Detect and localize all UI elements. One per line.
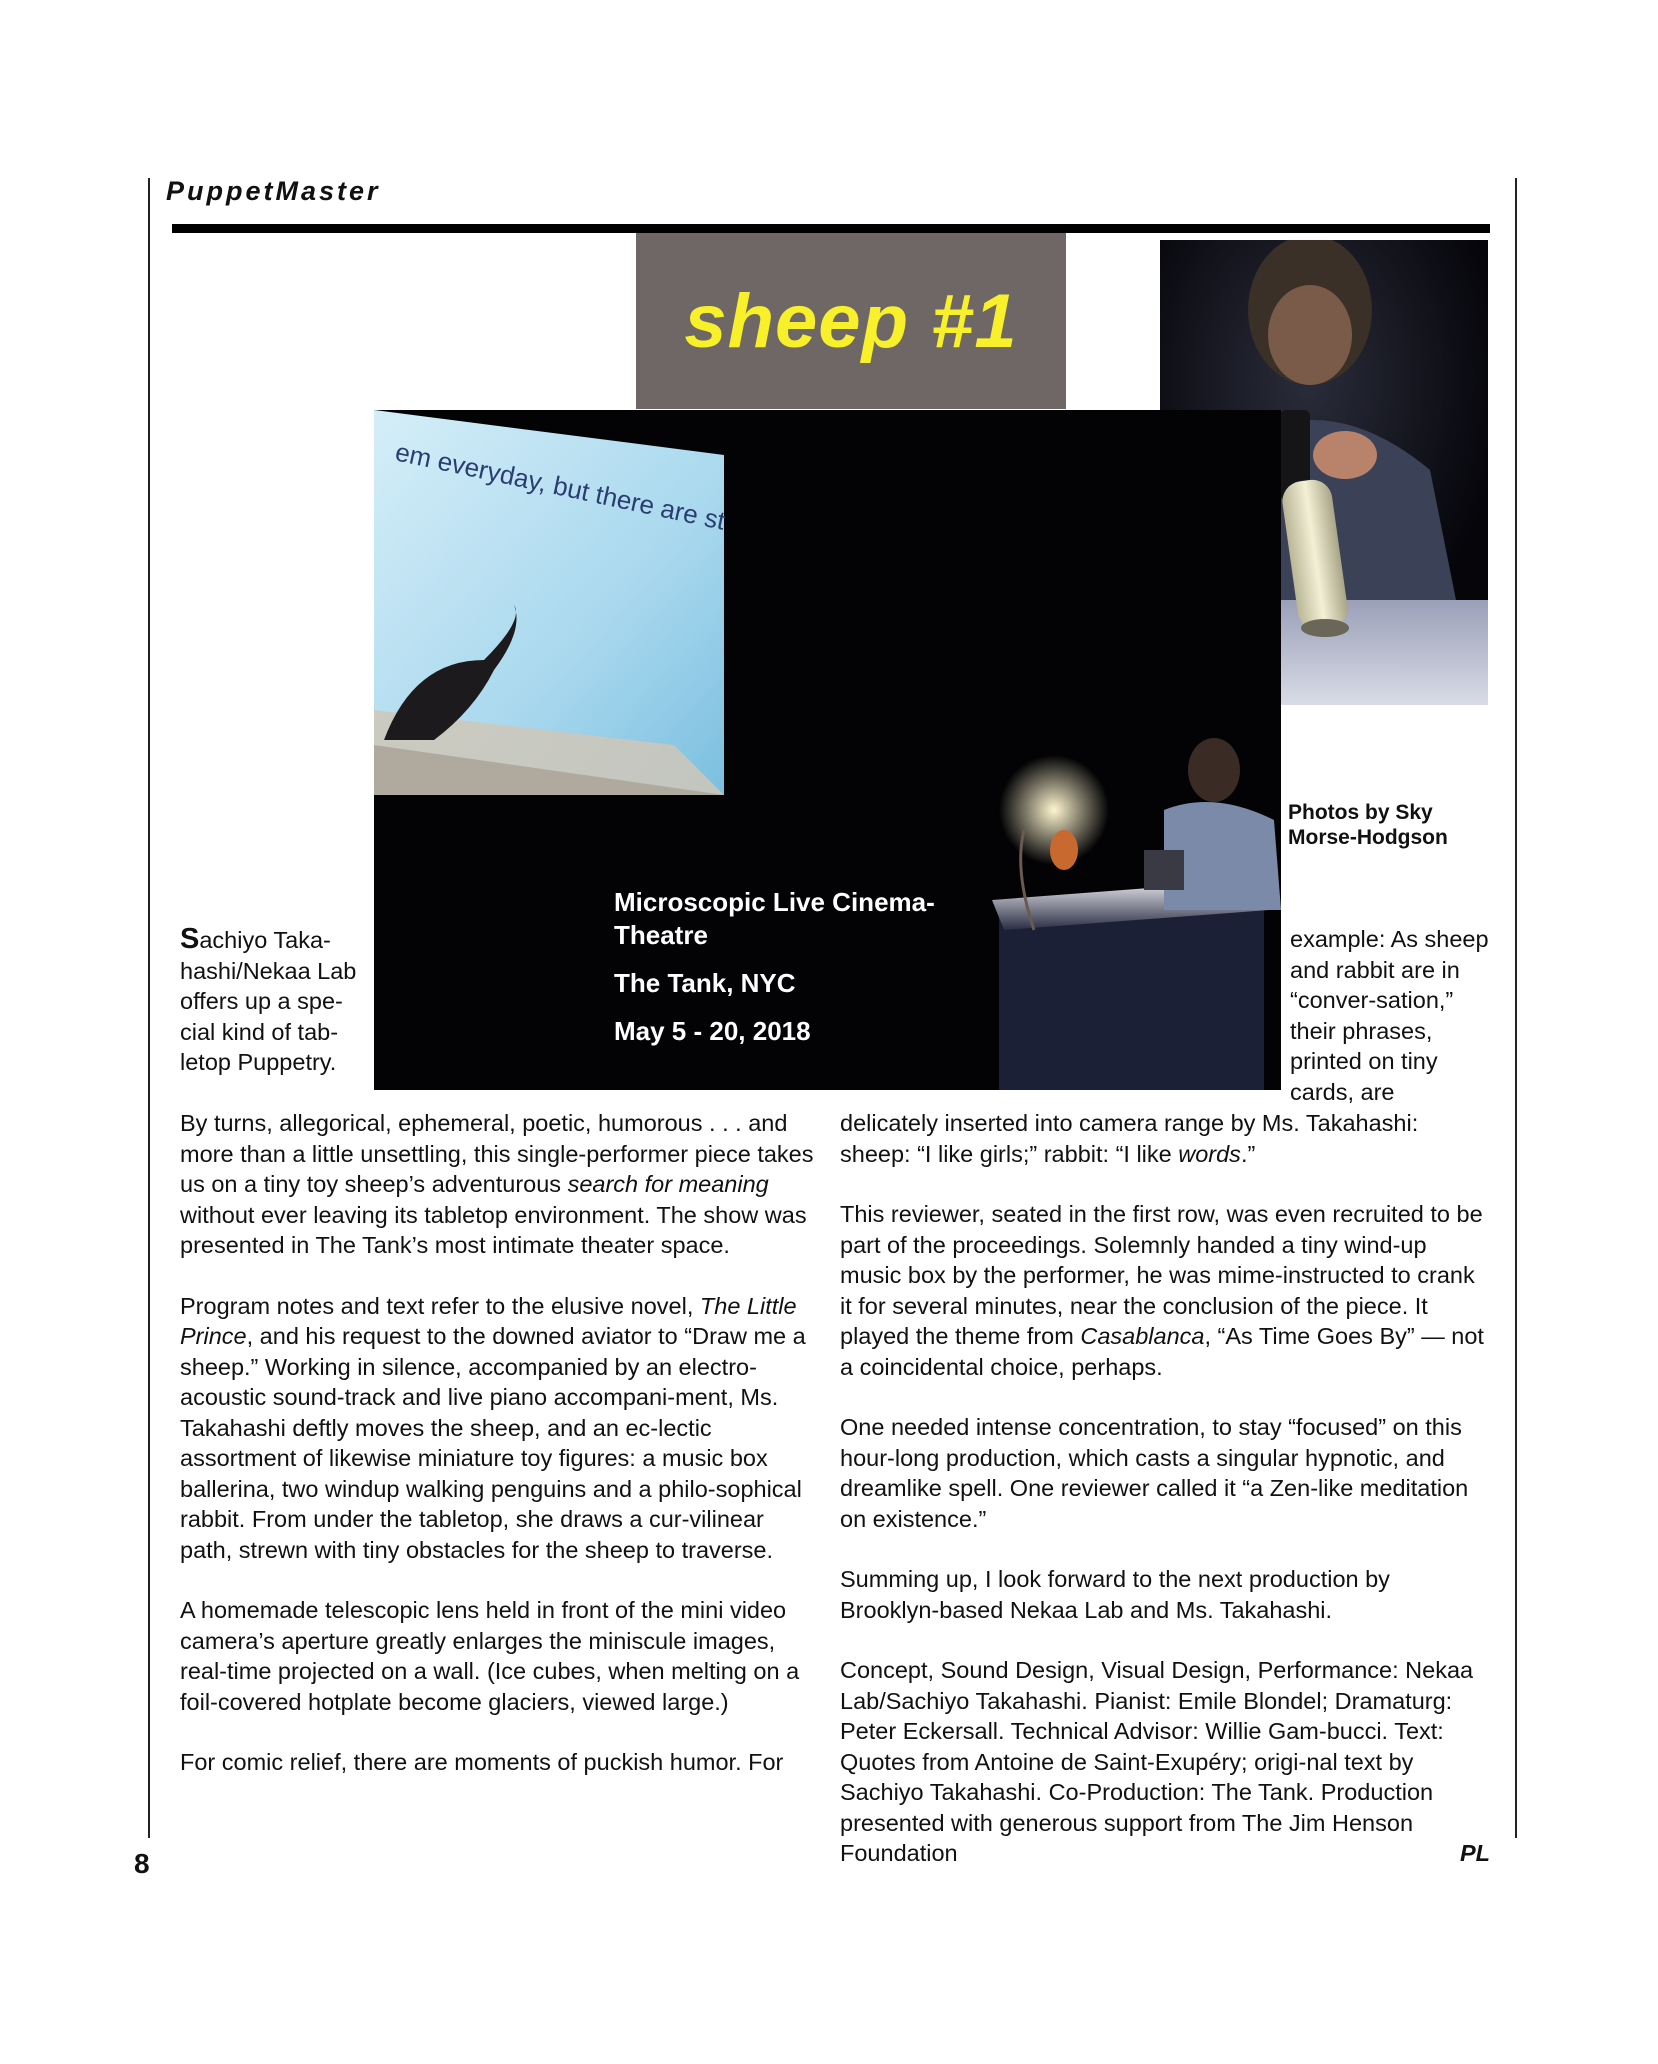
drop-cap: S <box>180 923 200 955</box>
right-paragraph-3: One needed intense concentration, to stay “focused” on this hour-long production, which casts a singular hypnotic, and dreamlike spell. One reviewer called it “a Zen-like meditation on existence.” <box>840 1414 1469 1532</box>
left-paragraph-4: For comic relief, there are moments of puckish humor. For <box>180 1749 784 1775</box>
page-number: 8 <box>134 1848 150 1879</box>
masthead: PuppetMaster <box>166 176 381 206</box>
right-column <box>840 1108 1490 1869</box>
right-margin-rule <box>1515 178 1517 1838</box>
author-signoff: PL <box>1459 1840 1490 1866</box>
photo-credit-line-1: Photos by Sky <box>1288 801 1433 824</box>
right-paragraph-2: This reviewer, seated in the first row, was even recruited to be part of the proceedings. Solemnly handed a tiny wind-up music box by the performer, he was mime-instructed to crank it for several minutes, near the conclusion of the piece. It played the theme from Casablanca, “As Time Goes By” — not a coincidental choice, perhaps. <box>840 1201 1484 1380</box>
left-margin-rule <box>148 178 150 1838</box>
show-info-overlay <box>614 886 935 1048</box>
right-paragraph-4: Summing up, I look forward to the next production by Brooklyn-based Nekaa Lab and Ms. Takahashi. <box>840 1566 1390 1623</box>
intro-text: achiyo Taka-hashi/Nekaa Lab offers up a spe-cial kind of tab-letop Puppetry. <box>180 927 357 1075</box>
show-subtitle-line-2: Theatre <box>614 920 708 950</box>
left-paragraph-1: By turns, allegorical, ephemeral, poetic, humorous . . . and more than a little unsettling, this single-performer piece takes us on a tiny toy sheep’s adventurous search for meaning without ever leaving its tabletop environment. The show was presented in The Tank’s most intimate theater space. <box>180 1110 814 1258</box>
left-paragraph-3: A homemade telescopic lens held in front of the mini video camera’s aperture greatly enlarges the miniscule images, real-time projected on a wall. (Ice cubes, when melting on a foil-covered hotplate become glaciers, viewed large.) <box>180 1597 800 1715</box>
left-column <box>180 1108 820 1778</box>
credits-paragraph: Concept, Sound Design, Visual Design, Performance: Nekaa Lab/Sachiyo Takahashi. Pianist: Emile Blondel; Dramaturg: Peter Eckersall. Technical Advisor: Willie Gam-bucci. Text: Quotes from Antoine de Saint-Exupéry; origi-nal text by Sachiyo Takahashi. Co-Production: The Tank. Production presented with generous support from The Jim Henson Foundation PL <box>840 1655 1490 1869</box>
side-text: example: As sheep and rabbit are in “conver-sation,” their phrases, printed on tiny cards, are <box>1290 926 1489 1105</box>
intro-paragraph <box>180 924 370 1078</box>
left-paragraph-2: Program notes and text refer to the elusive novel, The Little Prince, and his request to the downed aviator to “Draw me a sheep.” Working in silence, accompanied by an electro-acoustic sound-track and live piano accompani-ment, Ms. Takahashi deftly moves the sheep, and an ec-lectic assortment of likewise miniature toy figures: a music box ballerina, two windup walking penguins and a philo-sophical rabbit. From under the tabletop, she draws a cur-vilinear path, strewn with tiny obstacles for the sheep to traverse. <box>180 1292 806 1563</box>
title-box <box>636 233 1066 409</box>
show-dates: May 5 - 20, 2018 <box>614 1016 811 1046</box>
right-paragraph-1: delicately inserted into camera range by Ms. Takahashi: sheep: “I like girls;” rabbit: “I like words.” <box>840 1110 1419 1167</box>
show-subtitle-line-1: Microscopic Live Cinema- <box>614 887 935 917</box>
screen-projected-text: em everyday, but there are st <box>392 436 728 536</box>
article-title: sheep #1 <box>684 278 1018 364</box>
photo-credit-line-2: Morse-Hodgson <box>1288 826 1448 849</box>
show-venue: The Tank, NYC <box>614 968 796 998</box>
header-bar <box>172 224 1490 233</box>
photo-credit <box>1288 800 1448 850</box>
